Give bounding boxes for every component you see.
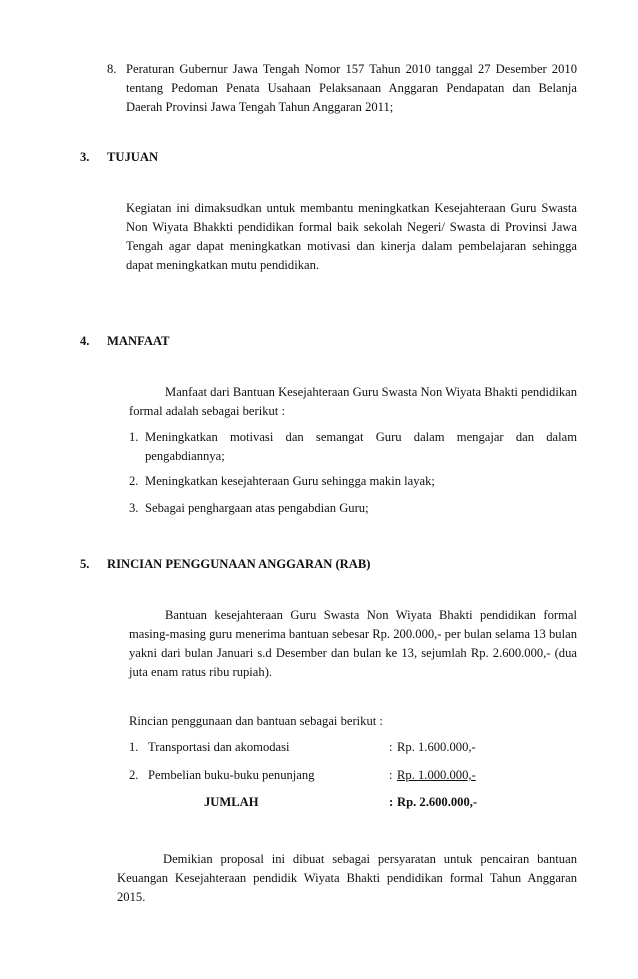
section-5-body: Bantuan kesejahteraan Guru Swasta Non Wiyata Bhakti pendidikan formal masing-masing guru menerima bantuan sebesar Rp. 200.000,- per bulan selama 13 bulan yakni dari bulan Januari s.d Desember dan bulan ke 13, sejumlah Rp. 2.600.000,- (dua juta enam ratus ribu rupiah). xyxy=(129,608,577,679)
section-5-title: RINCIAN PENGGUNAAN ANGGARAN (RAB) xyxy=(107,557,371,571)
benefit-item-1-number: 1. xyxy=(129,430,139,444)
regulation-number: 8. xyxy=(107,62,117,76)
total-label: JUMLAH xyxy=(204,795,259,809)
benefit-item-3-number: 3. xyxy=(129,501,139,515)
budget-row-1-colon: : xyxy=(389,740,393,754)
section-4-title: MANFAAT xyxy=(107,334,170,348)
regulation-text: Peraturan Gubernur Jawa Tengah Nomor 157 Tahun 2010 tanggal 27 Desember 2010 tentang Pedoman Penata Usahaan Pelaksanaan Anggaran Pendapatan dan Belanja Daerah Provinsi Jawa Tengah Tahun Anggaran 2011; xyxy=(126,62,577,114)
budget-row-2-label: Pembelian buku-buku penunjang xyxy=(148,768,315,782)
section-4-number: 4. xyxy=(80,334,90,348)
section-4-intro: Manfaat dari Bantuan Kesejahteraan Guru Swasta Non Wiyata Bhakti pendidikan formal adalah sebagai berikut : xyxy=(129,385,577,418)
budget-row-2-number: 2. xyxy=(129,768,139,782)
section-5-number: 5. xyxy=(80,557,90,571)
benefit-item-2-number: 2. xyxy=(129,474,139,488)
budget-row-1-amount: Rp. 1.600.000,- xyxy=(397,740,476,754)
budget-row-2-amount: Rp. 1.000.000,- xyxy=(397,768,476,782)
section-3-number: 3. xyxy=(80,150,90,164)
section-3-body: Kegiatan ini dimaksudkan untuk membantu meningkatkan Kesejahteraan Guru Swasta Non Wiyata Bhakkti pendidikan formal baik sekolah Negeri/ Swasta di Provinsi Jawa Tengah agar dapat meningkatkan motivasi dan kinerja dalam pembelajaran sehingga dapat meningkatkan mutu pendidikan. xyxy=(126,201,577,272)
total-amount: Rp. 2.600.000,- xyxy=(397,795,478,809)
benefit-item-2-text: Meningkatkan kesejahteraan Guru sehingga makin layak; xyxy=(145,474,435,488)
budget-row-2-colon: : xyxy=(389,768,393,782)
closing-paragraph: Demikian proposal ini dibuat sebagai persyaratan untuk pencairan bantuan Keuangan Kesejahteraan pendidik Wiyata Bhakti pendidikan formal Tahun Anggaran 2015. xyxy=(117,852,577,904)
section-3-title: TUJUAN xyxy=(107,150,159,164)
rincian-intro: Rincian penggunaan dan bantuan sebagai berikut : xyxy=(129,714,383,728)
total-colon: : xyxy=(389,795,394,809)
budget-row-1-label: Transportasi dan akomodasi xyxy=(148,740,290,754)
budget-row-1-number: 1. xyxy=(129,740,139,754)
benefit-item-3-text: Sebagai penghargaan atas pengabdian Guru; xyxy=(145,501,369,515)
benefit-item-1-text: Meningkatkan motivasi dan semangat Guru dalam mengajar dan dalam pengabdiannya; xyxy=(145,430,577,463)
